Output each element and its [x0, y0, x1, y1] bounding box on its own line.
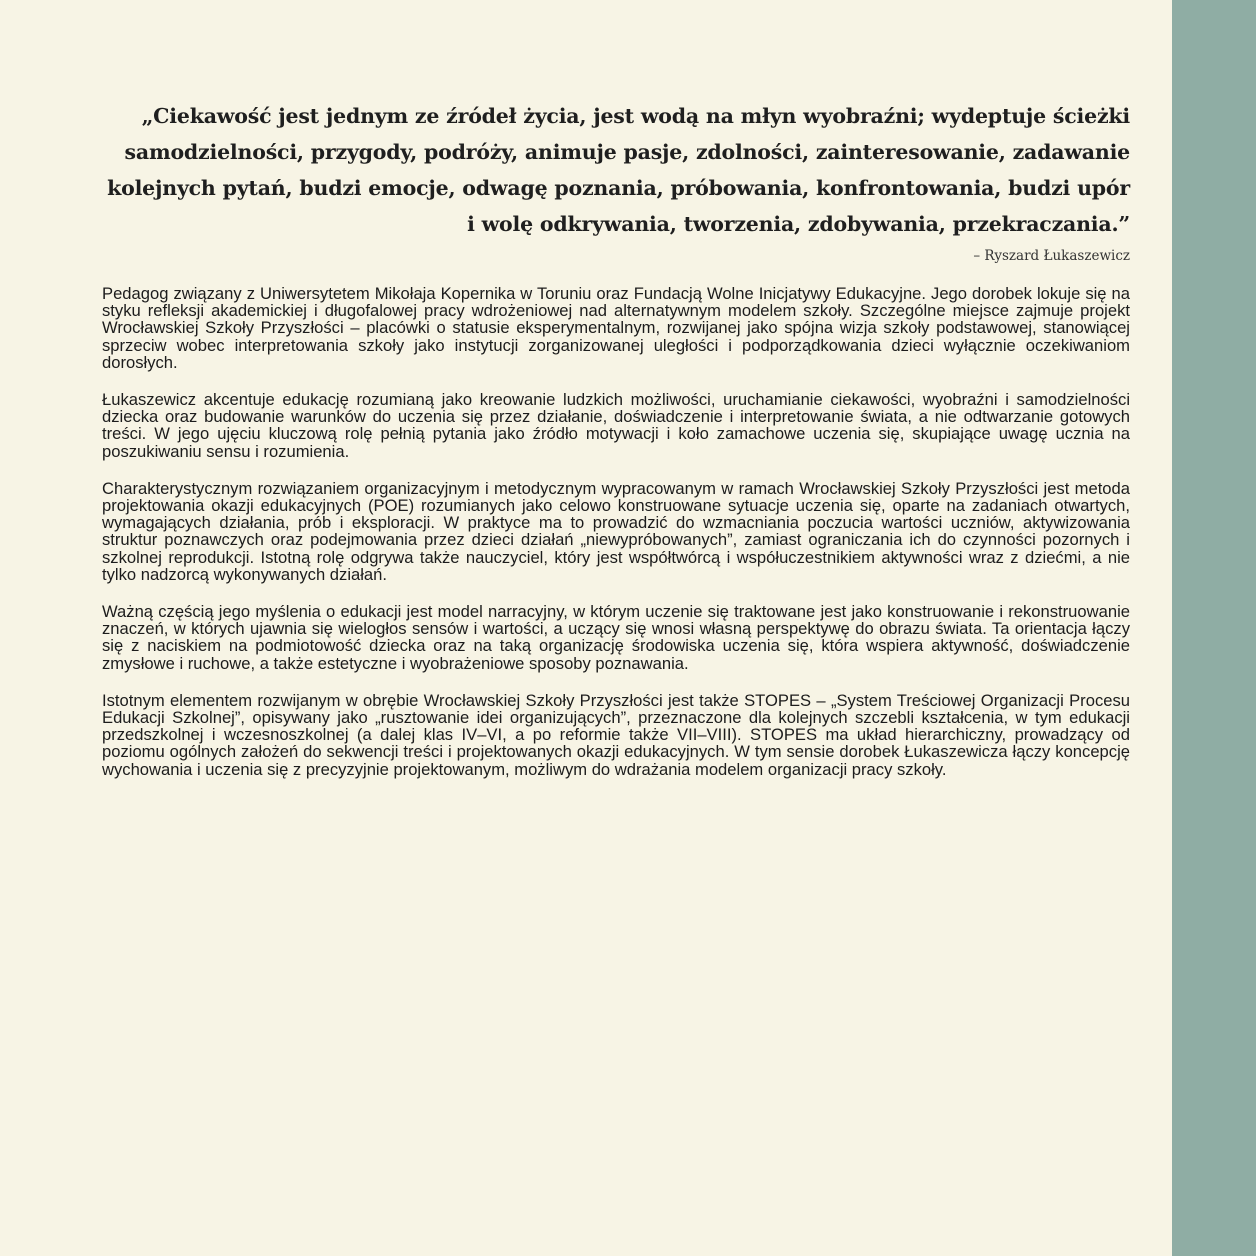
quote-block [104, 98, 1130, 266]
paragraph-5: Istotnym elementem rozwijanym w obrębie Wrocławskiej Szkoły Przyszłości jest także STOPES – „System Treściowej Organizacji Procesu Edukacji Szkolnej”, opisywany jako „rusztowanie idei organizujących”, przeznaczone dla kolejnych szczebli kształcenia, w tym edukacji przedszkolnej i wczesnoszkolnej (a dalej klas IV–VI, a po reformie także VII–VIII). STOPES ma układ hierarchiczny, prowadzący od poziomu ogólnych założeń do sekwencji treści i projektowanych okazji edukacyjnych. W tym sensie dorobek Łukaszewicza łączy koncepcję wychowania i uczenia się z precyzyjnie projektowanym, możliwym do wdrażania modelem organizacji pracy szkoły. [102, 690, 1130, 779]
body-text [102, 285, 1130, 798]
paragraph-3: Charakterystycznym rozwiązaniem organizacyjnym i metodycznym wypracowanym w ramach Wrocławskiej Szkoły Przyszłości jest metoda projektowania okazji edukacyjnych (POE) rozumianych jako celowo konstruowane sytuacje uczenia się, oparte na zadaniach otwartych, wymagających działania, prób i eksploracji. W praktyce ma to prowadzić do wzmacniania poczucia wartości uczniów, aktywizowania struktur poznawczych oraz podejmowania przez dzieci działań „niewypróbowanych”, zamiast ograniczania ich do czynności pozornych i szkolnej reprodukcji. Istotną rolę odgrywa także nauczyciel, który jest współtwórcą i współuczestnikiem aktywności wraz z dziećmi, a nie tylko nadzorcą wykonywanych działań. [102, 478, 1130, 584]
quote-text: „Ciekawość jest jednym ze źródeł życia, jest wodą na młyn wyobraźni; wydeptuje ścieżki samodzielności, przygody, podróży, animuje pasje, zdolności, zainteresowanie, zadawanie kolejnych pytań, budzi emocje, odwagę poznania, próbowania, konfrontowania, budzi upór i wolę odkrywania, tworzenia, zdobywania, przekraczania.” [107, 104, 1130, 236]
quote-author: – Ryszard Łukaszewicz [973, 248, 1130, 264]
paragraph-2: Łukaszewicz akcentuje edukację rozumianą jako kreowanie ludzkich możliwości, uruchamianie ciekawości, wyobraźni i samodzielności dziecka oraz budowanie warunków do uczenia się przez działanie, doświadczenie i interpretowanie świata, a nie odtwarzanie gotowych treści. W jego ujęciu kluczową rolę pełnią pytania jako źródło motywacji i koło zamachowe uczenia się, skupiające uwagę ucznia na poszukiwaniu sensu i rozumienia. [102, 390, 1130, 461]
paragraph-4: Ważną częścią jego myślenia o edukacji jest model narracyjny, w którym uczenie się traktowane jest jako konstruowanie i rekonstruowanie znaczeń, w których ujawnia się wielogłos sensów i wartości, a uczący się wnosi własną perspektywę do obrazu świata. Ta orientacja łączy się z naciskiem na podmiotowość dziecka oraz na taką organizację środowiska uczenia się, która wspiera aktywność, doświadczenie zmysłowe i ruchowe, a także estetyczne i wyobrażeniowe sposoby poznawania. [102, 602, 1130, 673]
paragraph-1: Pedagog związany z Uniwersytetem Mikołaja Kopernika w Toruniu oraz Fundacją Wolne Inicjatywy Edukacyjne. Jego dorobek lokuje się na styku refleksji akademickiej i długofalowej pracy wdrożeniowej nad alternatywnym modelem szkoły. Szczególne miejsce zajmuje projekt Wrocławskiej Szkoły Przyszłości – placówki o statusie eksperymentalnym, rozwijanej jako spójna wizja szkoły podstawowej, stanowiącej sprzeciw wobec interpretowania szkoły jako instytucji zorganizowanej uległości i podporządkowania dzieci wyłącznie oczekiwaniom dorosłych. [102, 284, 1130, 372]
side-color-bar [1172, 0, 1256, 1256]
